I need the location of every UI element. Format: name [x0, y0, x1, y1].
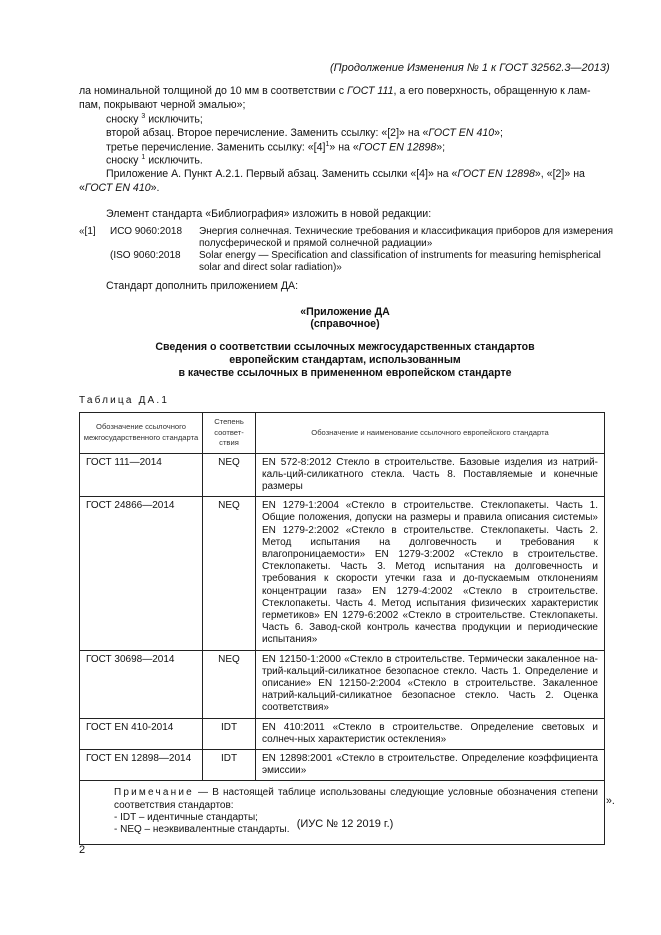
ref-title-line: solar and direct solar radiation)» [199, 262, 342, 273]
footnote-sup: 3 [141, 113, 146, 120]
intro-text: »; [494, 127, 503, 139]
cell-degree: IDT [203, 718, 256, 749]
intro-text: сноску [106, 154, 142, 167]
biblio-intro: Элемент стандарта «Библиография» изложить в новой редакции: [106, 208, 432, 220]
cell-en: EN 410:2011 «Стекло в строительстве. Определение световых и солнеч-ных характеристик остекления» [256, 718, 605, 749]
page-number: 2 [79, 844, 86, 856]
intro-text: »; [436, 141, 446, 154]
table-row [80, 497, 605, 650]
appendix-heading-2: европейским стандартам, использованным [229, 354, 461, 366]
intro-line-4 [106, 127, 503, 139]
intro-text: », «[2]» на [534, 168, 585, 180]
cell-en: EN 1279-1:2004 «Стекло в строительстве. Стеклопакеты. Часть 1. Общие положения, допуски на размеры и правила описания системы» EN 1279-2:2002 «Стекло в строительстве. Стеклопакеты. Часть 2. Метод испытания на долговечность и требования к влагопроницаемости» EN 1279-3:2002 «Стекло в строительстве. Стеклопакеты. Часть 3. Метод испытания на долговечность и требования к скорости утечки газа и до-пускаемым отклонениям концентрации газа» EN 1279-4:2002 «Стекло в строительстве. Стеклопакеты. Часть 4. Метод испытания физических характеристик герметиков» EN 1279-6:2002 «Стекло в строительстве. Стеклопакеты. Часть 6. Завод-ской контроль качества продукции и периодические испытания» [256, 497, 605, 650]
intro-line-3 [106, 113, 203, 126]
correspondence-table [79, 412, 605, 845]
intro-text: сноску [106, 113, 142, 126]
gost-ref: ГОСТ EN 410 [84, 182, 151, 194]
note-text: — В настоящей таблице использованы следующие условные обозначения степени соответствия стандартов: [114, 787, 598, 811]
appendix-heading-3: в качестве ссылочных в примененном европейском стандарте [178, 367, 512, 379]
intro-text: третье перечисление. Заменить ссылку: «[4] [106, 141, 326, 154]
cell-degree: NEQ [203, 453, 256, 497]
intro-text: » на « [329, 141, 359, 154]
cell-en: EN 12150-1:2000 «Стекло в строительстве. Термически закаленное на-трий-кальций-силикатное безопасное стекло. Часть 1. Определение и описание» EN 12150-2:2004 «Стекло в строительстве. Закаленное натрий-кальций-силикатное безопасное стекло. Часть 2. Оценка соответствия» [256, 650, 605, 718]
intro-text: « [79, 182, 85, 194]
ref-title-line: Solar energy — Specification and classification of instruments for measuring hemispherical [199, 250, 601, 261]
closing-mark: ». [606, 795, 615, 807]
cell-gost: ГОСТ EN 12898—2014 [80, 749, 203, 780]
cell-degree: NEQ [203, 497, 256, 650]
intro-text: ла номинальной толщиной до 10 мм в соответствии с [79, 85, 348, 97]
ref-code: (ISO 9060:2018 [110, 250, 181, 261]
cell-gost: ГОСТ EN 410-2014 [80, 718, 203, 749]
table-row [80, 453, 605, 497]
document-header: (Продолжение Изменения № 1 к ГОСТ 32562.3—2013) [330, 62, 610, 74]
cell-gost: ГОСТ 24866—2014 [80, 497, 203, 650]
header-en: Обозначение и наименование ссылочного европейского стандарта [256, 413, 605, 454]
add-appendix-text: Стандарт дополнить приложением ДА: [106, 280, 299, 292]
table-row [80, 718, 605, 749]
ref-code: ИСО 9060:2018 [110, 226, 183, 237]
table-row [80, 650, 605, 718]
intro-line-7 [106, 168, 585, 180]
ius-reference: (ИУС № 12 2019 г.) [296, 818, 394, 830]
note-label: Примечание [114, 787, 194, 799]
header-degree: Степень соответ-ствия [203, 413, 256, 454]
intro-line-2: пам, покрывают черной эмалью»; [79, 99, 246, 111]
intro-text: Приложение А. Пункт А.2.1. Первый абзац. Заменить ссылки «[4]» на « [106, 168, 458, 180]
intro-line-6 [106, 154, 203, 167]
intro-text: ». [150, 182, 160, 194]
appendix-title: «Приложение ДА [300, 306, 390, 318]
cell-gost: ГОСТ 111—2014 [80, 453, 203, 497]
note-neq: - NEQ – неэквивалентные стандарты. [114, 823, 290, 835]
cell-degree: NEQ [203, 650, 256, 718]
gost-ref: ГОСТ EN 410 [428, 127, 495, 139]
cell-degree: IDT [203, 749, 256, 780]
ref-title-line: Энергия солнечная. Технические требования и классификация приборов для измерения [199, 226, 614, 237]
table-note [80, 781, 605, 845]
cell-gost: ГОСТ 30698—2014 [80, 650, 203, 718]
table-note-row [80, 781, 605, 845]
intro-text: исключить. [145, 154, 203, 167]
gost-ref: ГОСТ 111 [347, 85, 394, 97]
intro-line-1 [79, 85, 591, 97]
table-row [80, 749, 605, 780]
gost-ref: ГОСТ EN 12898 [358, 141, 437, 154]
intro-line-5 [106, 141, 445, 154]
intro-line-8 [79, 182, 159, 194]
ref-number: «[1] [79, 226, 96, 237]
table-label: Таблица ДА.1 [79, 395, 170, 406]
ref-title-line: полусферической и прямой солнечной радиации» [199, 238, 433, 249]
table-header-row [80, 413, 605, 454]
cell-en: EN 12898:2001 «Стекло в строительстве. Определение коэффициента эмиссии» [256, 749, 605, 780]
note-idt: - IDT – идентичные стандарты; [114, 811, 258, 823]
gost-ref: ГОСТ EN 12898 [457, 168, 535, 180]
intro-text: второй абзац. Второе перечисление. Заменить ссылку: «[2]» на « [106, 127, 429, 139]
intro-text: , а его поверхность, обращенную к лам- [393, 85, 591, 97]
header-gost: Обозначение ссылочного межгосударственного стандарта [80, 413, 203, 454]
footnote-sup: 1 [325, 141, 330, 148]
footnote-sup: 1 [141, 154, 146, 161]
intro-text: исключить; [145, 113, 203, 126]
appendix-subtitle: (справочное) [310, 318, 380, 330]
cell-en: EN 572-8:2012 Стекло в строительстве. Базовые изделия из натрий-каль-ций-силикатного стекла. Часть 8. Поставляемые и конечные размеры [256, 453, 605, 497]
appendix-heading-1: Сведения о соответствии ссылочных межгосударственных стандартов [155, 341, 535, 353]
